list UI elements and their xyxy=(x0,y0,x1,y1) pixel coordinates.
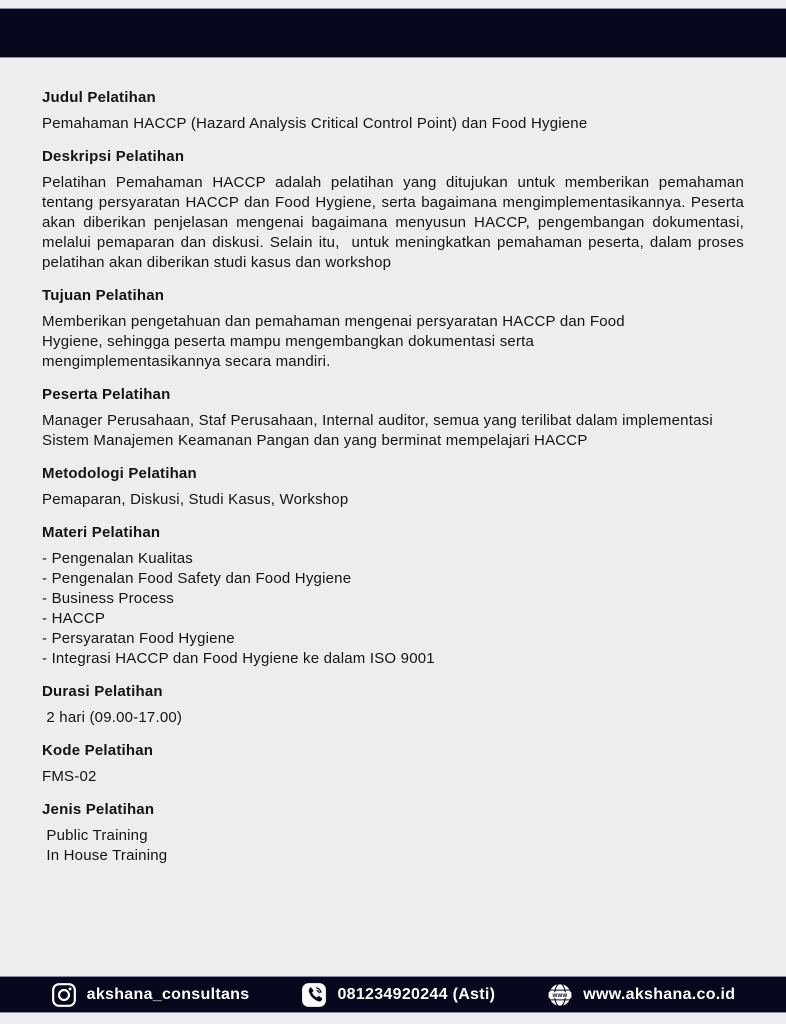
svg-text:www: www xyxy=(552,992,568,999)
section-text: Pemahaman HACCP (Hazard Analysis Critical Control Point) dan Food Hygiene xyxy=(42,115,588,132)
footer-website xyxy=(547,982,735,1008)
footer-website-url: www.akshana.co.id xyxy=(583,985,736,1003)
globe-www-icon xyxy=(547,982,573,1008)
section-tujuan xyxy=(42,288,744,372)
section-text: - Pengenalan Kualitas xyxy=(42,550,193,567)
section-heading: Durasi Pelatihan xyxy=(42,683,163,700)
footer-phone-number: 081234920244 (Asti) xyxy=(337,985,496,1003)
instagram-icon xyxy=(51,982,77,1008)
section-materi xyxy=(42,525,744,669)
section-heading: Kode Pelatihan xyxy=(42,742,154,759)
section-text: - Persyaratan Food Hygiene xyxy=(42,630,235,647)
footer-phone xyxy=(301,982,495,1008)
section-text: FMS-02 xyxy=(42,768,97,785)
section-text: Memberikan pengetahuan dan pemahaman mengenai persyaratan HACCP dan Food Hygiene, sehingga peserta mampu mengembangkan dokumentasi serta mengimplementasikannya secara mandiri. xyxy=(42,313,630,370)
section-peserta xyxy=(42,387,744,451)
footer-bar xyxy=(0,976,786,1013)
section-heading: Peserta Pelatihan xyxy=(42,386,171,403)
section-metodologi xyxy=(42,466,744,510)
section-heading: Jenis Pelatihan xyxy=(42,801,155,818)
section-heading: Materi Pelatihan xyxy=(42,524,161,541)
section-durasi xyxy=(42,684,744,728)
section-text: Pelatihan Pemahaman HACCP adalah pelatihan yang ditujukan untuk memberikan pemahaman tentang persyaratan HACCP dan Food Hygiene, serta bagaimana mengimplementasikannya. Peserta akan diberikan penjelasan mengenai bagaimana menyusun HACCP, pengembangan dokumentasi, melalui pemaparan dan diskusi. Selain itu, untuk meningkatkan pemahaman peserta, dalam proses pelatihan akan diberikan studi kasus dan workshop xyxy=(42,174,749,271)
header-bar xyxy=(0,8,786,58)
section-judul xyxy=(42,90,744,134)
section-heading: Tujuan Pelatihan xyxy=(42,287,165,304)
section-text: In House Training xyxy=(42,847,168,864)
section-kode xyxy=(42,743,744,787)
phone-icon xyxy=(301,982,327,1008)
section-text: Public Training xyxy=(42,827,148,844)
section-deskripsi xyxy=(42,148,749,273)
section-text: Pemaparan, Diskusi, Studi Kasus, Workshop xyxy=(42,491,349,508)
section-text: Manager Perusahaan, Staf Perusahaan, Internal auditor, semua yang terilibat dalam implementasi Sistem Manajemen Keamanan Pangan dan yang berminat mempelajari HACCP xyxy=(42,412,718,449)
content xyxy=(42,89,749,881)
section-heading: Metodologi Pelatihan xyxy=(42,465,197,482)
section-text: - Business Process xyxy=(42,590,174,607)
footer-instagram-handle: akshana_consultans xyxy=(86,985,250,1003)
section-jenis xyxy=(42,802,744,866)
section-text: - Pengenalan Food Safety dan Food Hygiene xyxy=(42,570,352,587)
section-text: 2 hari (09.00-17.00) xyxy=(42,709,183,726)
section-heading: Deskripsi Pelatihan xyxy=(42,148,185,165)
section-text: - HACCP xyxy=(42,610,106,627)
section-text: - Integrasi HACCP dan Food Hygiene ke dalam ISO 9001 xyxy=(42,650,435,667)
footer-instagram xyxy=(51,982,250,1008)
section-heading: Judul Pelatihan xyxy=(42,89,156,106)
